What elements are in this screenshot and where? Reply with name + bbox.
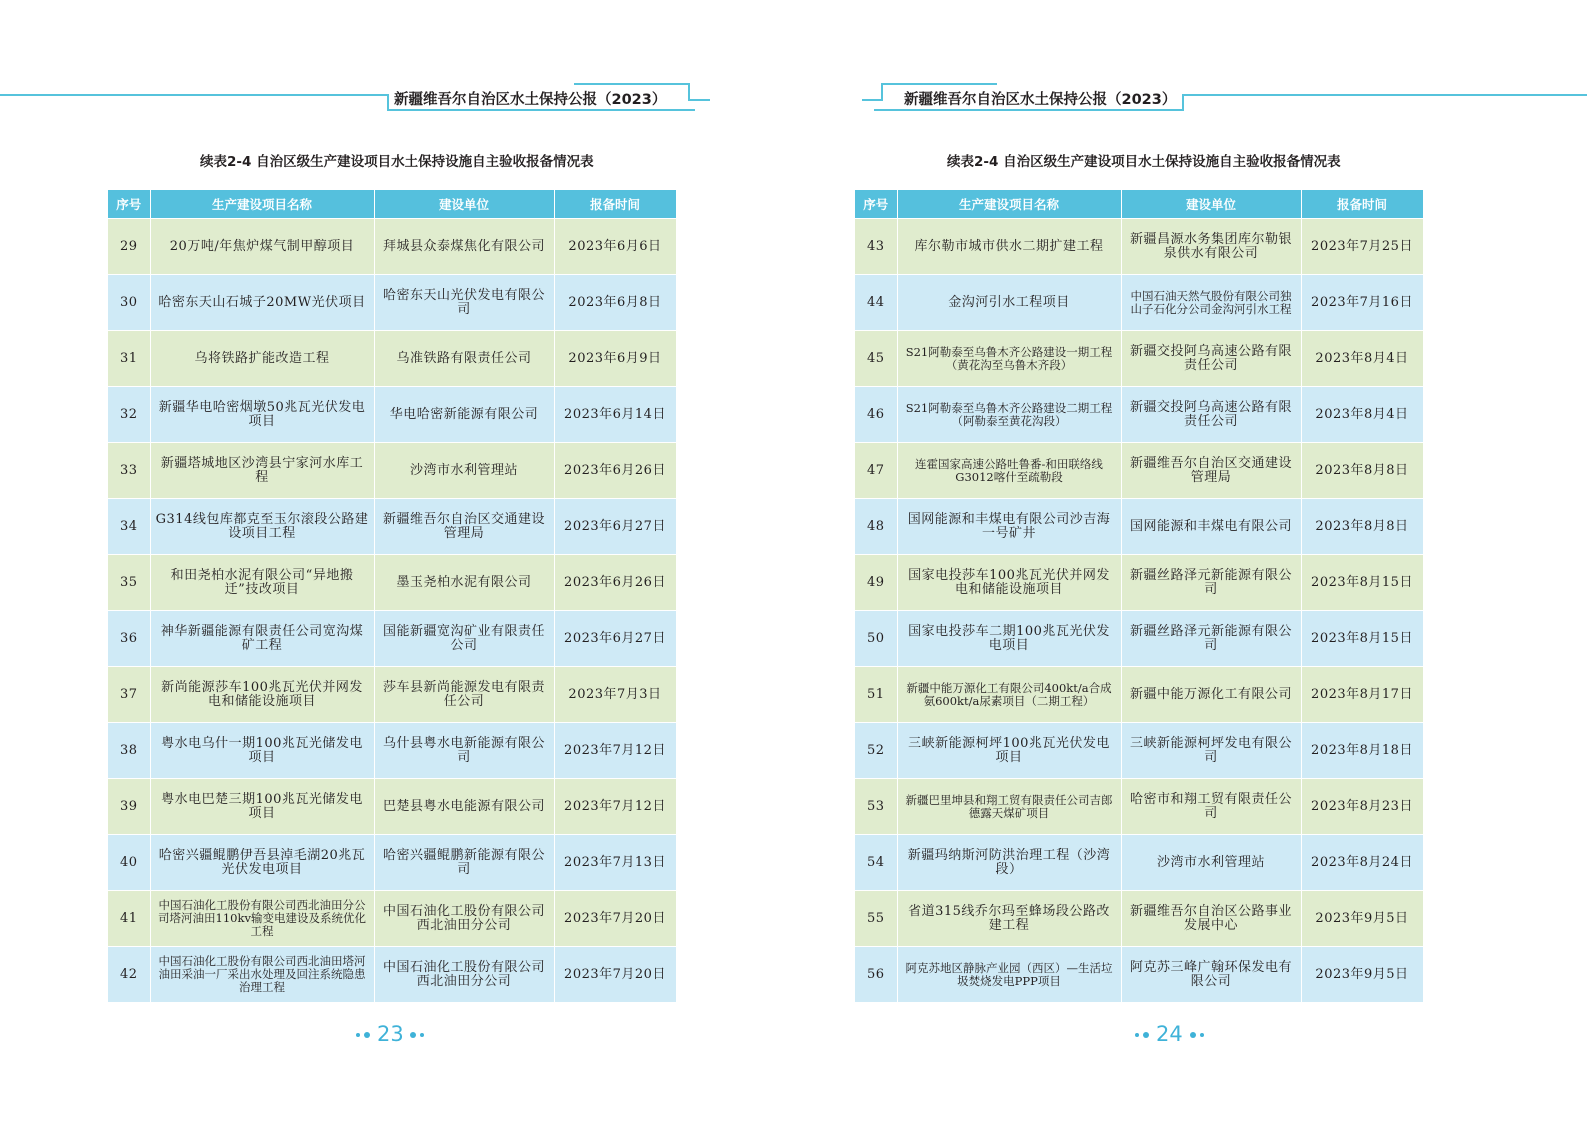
header-rule [387,109,695,111]
construction-unit-cell: 阿克苏三峰广翰环保发电有限公司 [1121,947,1301,1003]
header-rule [1182,94,1184,111]
column-header-unit: 建设单位 [1121,190,1301,219]
table-row [108,555,676,611]
row-number-cell: 31 [108,331,150,387]
page-number: 23 [377,1022,404,1046]
filing-date-cell: 2023年6月27日 [554,611,676,667]
table-row [108,947,676,1003]
table-row [108,443,676,499]
construction-unit-cell: 沙湾市水利管理站 [1121,835,1301,891]
project-name-cell: 新疆中能万源化工有限公司400kt/a合成氨600kt/a尿素项目（二期工程） [897,667,1121,723]
row-number-cell: 36 [108,611,150,667]
construction-unit-cell: 中国石油天然气股份有限公司独山子石化分公司金沟河引水工程 [1121,275,1301,331]
table-row [108,723,676,779]
row-number-cell: 50 [855,611,897,667]
row-number-cell: 55 [855,891,897,947]
row-number-cell: 30 [108,275,150,331]
table-row [855,667,1423,723]
construction-unit-cell: 新疆丝路泽元新能源有限公司 [1121,555,1301,611]
decor-dot [1135,1033,1139,1037]
table-row [108,891,676,947]
row-number-cell: 42 [108,947,150,1003]
filing-date-cell: 2023年6月27日 [554,499,676,555]
project-name-cell: 库尔勒市城市供水二期扩建工程 [897,219,1121,275]
filing-date-cell: 2023年9月5日 [1301,891,1423,947]
construction-unit-cell: 华电哈密新能源有限公司 [374,387,554,443]
project-name-cell: G314线包库都克至玉尔滚段公路建设项目工程 [150,499,374,555]
filing-date-cell: 2023年7月13日 [554,835,676,891]
table-row [108,275,676,331]
table-row [855,891,1423,947]
construction-unit-cell: 哈密市和翔工贸有限责任公司 [1121,779,1301,835]
decor-dot [356,1033,360,1037]
filing-date-cell: 2023年8月8日 [1301,499,1423,555]
filing-date-cell: 2023年6月26日 [554,555,676,611]
row-number-cell: 41 [108,891,150,947]
column-header-name: 生产建设项目名称 [897,190,1121,219]
row-number-cell: 33 [108,443,150,499]
filing-date-cell: 2023年8月18日 [1301,723,1423,779]
construction-unit-cell: 国网能源和丰煤电有限公司 [1121,499,1301,555]
construction-unit-cell: 莎车县新尚能源发电有限责任公司 [374,667,554,723]
table-row [855,219,1423,275]
filing-date-cell: 2023年8月15日 [1301,611,1423,667]
column-header-date: 报备时间 [554,190,676,219]
construction-unit-cell: 新疆维吾尔自治区公路事业发展中心 [1121,891,1301,947]
row-number-cell: 32 [108,387,150,443]
project-name-cell: 省道315线乔尔玛至蜂场段公路改建工程 [897,891,1121,947]
filing-date-cell: 2023年6月9日 [554,331,676,387]
construction-unit-cell: 哈密东天山光伏发电有限公司 [374,275,554,331]
data-table [855,190,1424,1003]
data-table [108,190,677,1003]
decor-dot [1200,1033,1204,1037]
right-page [794,0,1587,1122]
project-name-cell: 20万吨/年焦炉煤气制甲醇项目 [150,219,374,275]
project-name-cell: 国网能源和丰煤电有限公司沙吉海一号矿井 [897,499,1121,555]
construction-unit-cell: 巴楚县粤水电能源有限公司 [374,779,554,835]
row-number-cell: 48 [855,499,897,555]
table-row [855,947,1423,1003]
left-page [0,0,793,1122]
row-number-cell: 34 [108,499,150,555]
table-row [855,835,1423,891]
row-number-cell: 49 [855,555,897,611]
filing-date-cell: 2023年8月15日 [1301,555,1423,611]
row-number-cell: 47 [855,443,897,499]
header-rule [574,83,689,85]
row-number-cell: 53 [855,779,897,835]
header-rule [874,109,1183,111]
project-name-cell: 国家电投莎车二期100兆瓦光伏发电项目 [897,611,1121,667]
construction-unit-cell: 乌准铁路有限责任公司 [374,331,554,387]
filing-date-cell: 2023年8月23日 [1301,779,1423,835]
table-row [108,779,676,835]
project-name-cell: 国家电投莎车100兆瓦光伏并网发电和储能设施项目 [897,555,1121,611]
construction-unit-cell: 中国石油化工股份有限公司西北油田分公司 [374,891,554,947]
construction-unit-cell: 新疆丝路泽元新能源有限公司 [1121,611,1301,667]
construction-unit-cell: 新疆维吾尔自治区交通建设管理局 [1121,443,1301,499]
header-rule [881,83,883,101]
row-number-cell: 51 [855,667,897,723]
table-header-row [855,190,1423,219]
project-name-cell: 新疆巴里坤县和翔工贸有限责任公司吉郎德露天煤矿项目 [897,779,1121,835]
table-title: 续表2-4 自治区级生产建设项目水土保持设施自主验收报备情况表 [200,154,594,170]
project-name-cell: 三峡新能源柯坪100兆瓦光伏发电项目 [897,723,1121,779]
construction-unit-cell: 新疆昌源水务集团库尔勒银泉供水有限公司 [1121,219,1301,275]
project-name-cell: 中国石油化工股份有限公司西北油田塔河油田采油一厂采出水处理及回注系统隐患治理工程 [150,947,374,1003]
row-number-cell: 43 [855,219,897,275]
project-name-cell: S21阿勒泰至乌鲁木齐公路建设一期工程（黄花沟至乌鲁木齐段） [897,331,1121,387]
filing-date-cell: 2023年6月14日 [554,387,676,443]
project-name-cell: 粤水电巴楚三期100兆瓦光储发电项目 [150,779,374,835]
table-row [855,275,1423,331]
filing-date-cell: 2023年6月26日 [554,443,676,499]
table-row [855,443,1423,499]
table-row [855,779,1423,835]
construction-unit-cell: 乌什县粤水电新能源有限公司 [374,723,554,779]
construction-unit-cell: 沙湾市水利管理站 [374,443,554,499]
row-number-cell: 38 [108,723,150,779]
filing-date-cell: 2023年6月8日 [554,275,676,331]
table-row [855,387,1423,443]
decor-dot [420,1033,424,1037]
project-name-cell: 哈密兴疆鲲鹏伊吾县淖毛湖20兆瓦光伏发电项目 [150,835,374,891]
page-number: 24 [1156,1022,1183,1046]
row-number-cell: 56 [855,947,897,1003]
table-row [855,555,1423,611]
project-name-cell: 新疆玛纳斯河防洪治理工程（沙湾段） [897,835,1121,891]
header-rule [0,94,388,96]
table-row [855,499,1423,555]
construction-unit-cell: 哈密兴疆鲲鹏新能源有限公司 [374,835,554,891]
table-row [108,835,676,891]
column-header-date: 报备时间 [1301,190,1423,219]
header-rule [881,83,997,85]
table-row [108,611,676,667]
filing-date-cell: 2023年8月24日 [1301,835,1423,891]
table-row [855,611,1423,667]
filing-date-cell: 2023年9月5日 [1301,947,1423,1003]
construction-unit-cell: 新疆交投阿乌高速公路有限责任公司 [1121,331,1301,387]
row-number-cell: 40 [108,835,150,891]
project-name-cell: 和田尧柏水泥有限公司“异地搬迁”技改项目 [150,555,374,611]
row-number-cell: 44 [855,275,897,331]
header-rule [862,99,882,101]
project-name-cell: 乌将铁路扩能改造工程 [150,331,374,387]
construction-unit-cell: 三峡新能源柯坪发电有限公司 [1121,723,1301,779]
project-name-cell: 新疆华电哈密烟墩50兆瓦光伏发电项目 [150,387,374,443]
table-row [108,331,676,387]
row-number-cell: 52 [855,723,897,779]
project-name-cell: 神华新疆能源有限责任公司宽沟煤矿工程 [150,611,374,667]
construction-unit-cell: 拜城县众泰煤焦化有限公司 [374,219,554,275]
filing-date-cell: 2023年6月6日 [554,219,676,275]
row-number-cell: 54 [855,835,897,891]
filing-date-cell: 2023年7月3日 [554,667,676,723]
row-number-cell: 37 [108,667,150,723]
decor-dot [1143,1032,1149,1038]
table-row [108,387,676,443]
filing-date-cell: 2023年7月20日 [554,891,676,947]
project-name-cell: 粤水电乌什一期100兆瓦光储发电项目 [150,723,374,779]
table-row [108,499,676,555]
table-row [855,331,1423,387]
table-row [108,667,676,723]
project-name-cell: 阿克苏地区静脉产业园（西区）—生活垃圾焚烧发电PPP项目 [897,947,1121,1003]
header-rule [688,99,710,101]
decor-dot [364,1032,370,1038]
table-title: 续表2-4 自治区级生产建设项目水土保持设施自主验收报备情况表 [947,154,1341,170]
project-name-cell: 中国石油化工股份有限公司西北油田分公司塔河油田110kv输变电建设及系统优化工程 [150,891,374,947]
filing-date-cell: 2023年7月16日 [1301,275,1423,331]
construction-unit-cell: 中国石油化工股份有限公司西北油田分公司 [374,947,554,1003]
construction-unit-cell: 新疆交投阿乌高速公路有限责任公司 [1121,387,1301,443]
construction-unit-cell: 墨玉尧柏水泥有限公司 [374,555,554,611]
publication-title: 新疆维吾尔自治区水土保持公报（2023） [904,92,1177,108]
filing-date-cell: 2023年7月12日 [554,779,676,835]
project-name-cell: 新疆塔城地区沙湾县宁家河水库工程 [150,443,374,499]
column-header-no: 序号 [108,190,150,219]
filing-date-cell: 2023年7月12日 [554,723,676,779]
table-row [108,219,676,275]
construction-unit-cell: 新疆中能万源化工有限公司 [1121,667,1301,723]
column-header-unit: 建设单位 [374,190,554,219]
project-name-cell: 新尚能源莎车100兆瓦光伏并网发电和储能设施项目 [150,667,374,723]
row-number-cell: 45 [855,331,897,387]
row-number-cell: 46 [855,387,897,443]
construction-unit-cell: 新疆维吾尔自治区交通建设管理局 [374,499,554,555]
filing-date-cell: 2023年7月25日 [1301,219,1423,275]
column-header-name: 生产建设项目名称 [150,190,374,219]
filing-date-cell: 2023年8月4日 [1301,387,1423,443]
filing-date-cell: 2023年8月17日 [1301,667,1423,723]
project-name-cell: 金沟河引水工程项目 [897,275,1121,331]
header-rule [1182,94,1587,96]
construction-unit-cell: 国能新疆宽沟矿业有限责任公司 [374,611,554,667]
table-row [855,723,1423,779]
publication-title: 新疆维吾尔自治区水土保持公报（2023） [394,92,667,108]
filing-date-cell: 2023年7月20日 [554,947,676,1003]
filing-date-cell: 2023年8月8日 [1301,443,1423,499]
project-name-cell: 哈密东天山石城子20MW光伏项目 [150,275,374,331]
filing-date-cell: 2023年8月4日 [1301,331,1423,387]
project-name-cell: 连霍国家高速公路吐鲁番-和田联络线G3012喀什至疏勒段 [897,443,1121,499]
decor-dot [410,1032,416,1038]
decor-dot [1190,1032,1196,1038]
row-number-cell: 35 [108,555,150,611]
table-header-row [108,190,676,219]
row-number-cell: 39 [108,779,150,835]
column-header-no: 序号 [855,190,897,219]
project-name-cell: S21阿勒泰至乌鲁木齐公路建设二期工程（阿勒泰至黄花沟段） [897,387,1121,443]
row-number-cell: 29 [108,219,150,275]
